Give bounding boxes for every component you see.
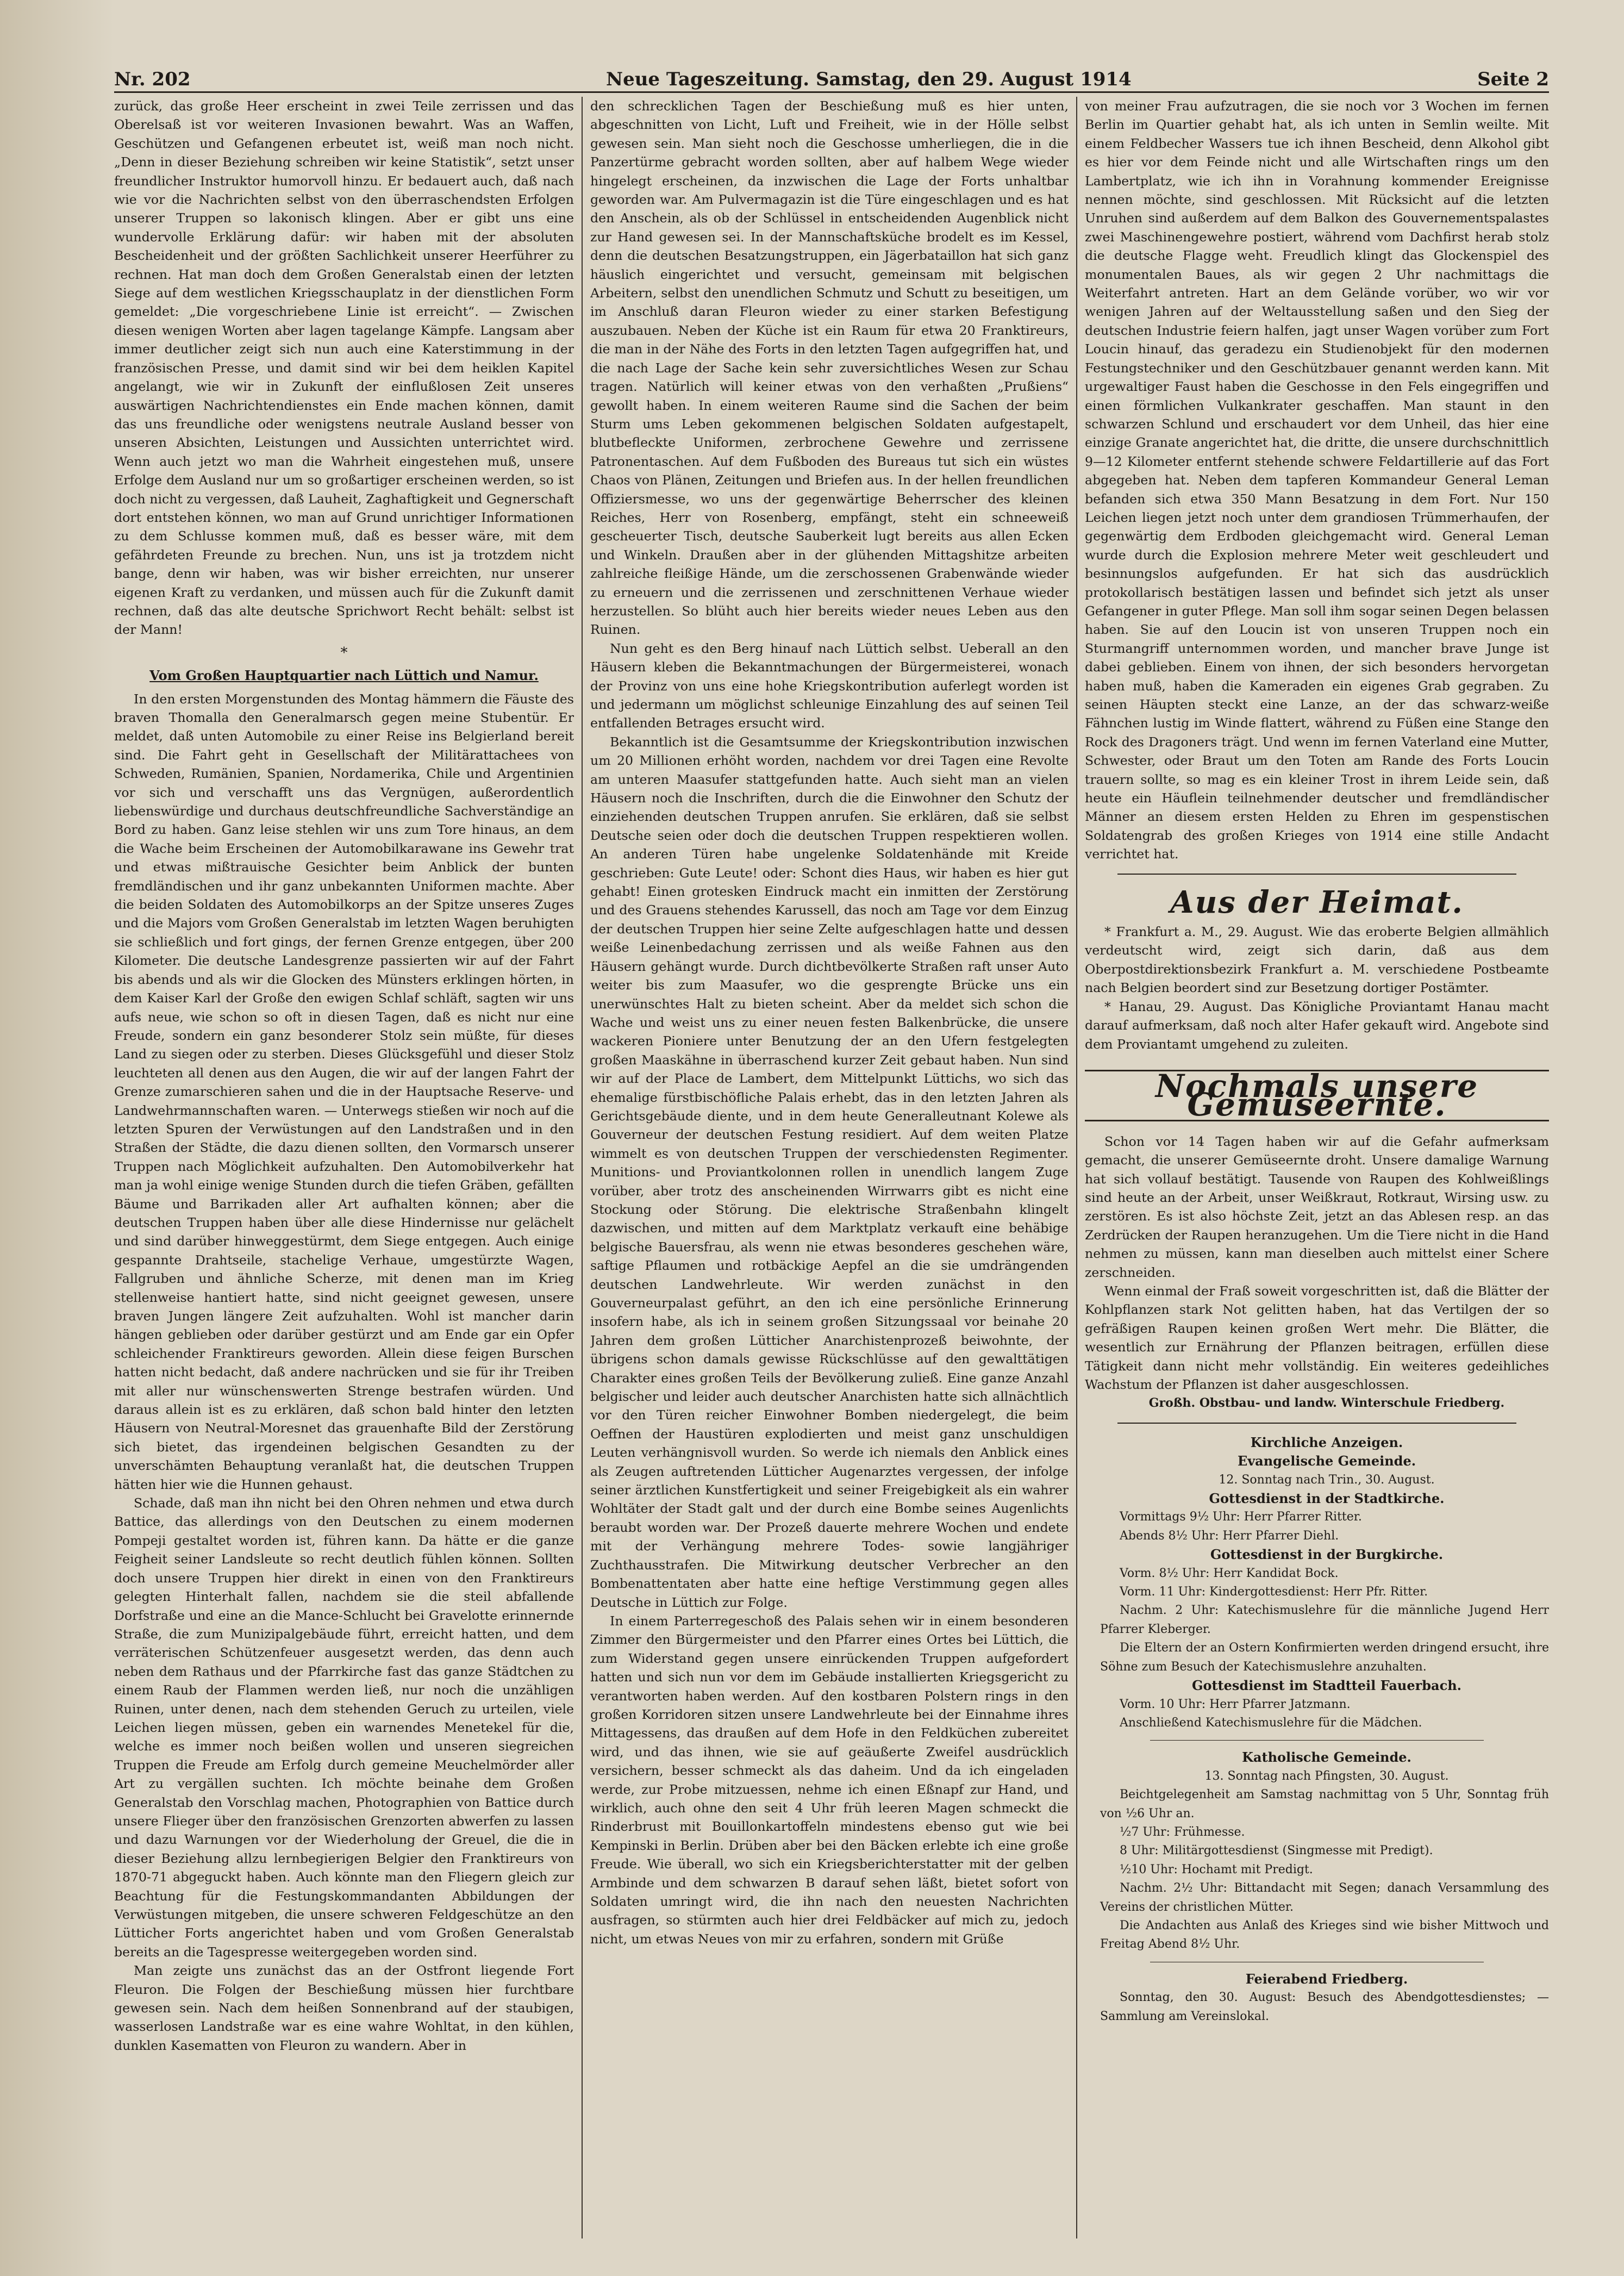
notice-line: 8 Uhr: Militärgottesdienst (Singmesse mit Predigt). bbox=[1120, 1844, 1433, 1858]
evangelical-title: Evangelische Gemeinde. bbox=[1237, 1453, 1416, 1469]
article-paragraph: Schade, daß man ihn nicht bei den Ohren nehmen und etwa durch Battice, das allerdings von den Deutschen zu einem modernen Pompeji gestaltet worden ist, führen kann. Da hätte er die ganze Feigheit seiner Landsleute so recht deutlich fühlen können. Sollten doch unsere Truppen hier direkt in einen von den Franktireurs gelegten Hinterhalt fallen, nachdem sie die steil abfallende Dorfstraße und eine an die Mance-Schlucht bei Gravelotte erinnernde Straße, die zum Munizipalgebäude führt, erreicht hatten, und dem verräterischen Schützenfeuer ausgesetzt werden, das denn auch neben dem Rathaus und der Pfarrkirche fast das ganze Städtchen zu einem Raub der Flammen werden ließ, nur noch die unzähligen Ruinen, unter denen, nach dem stehenden Geruch zu urteilen, viele Leichen liegen müssen, geben ein warnendes Menetekel für die, welche es immer noch beißen wollen und unseren siegreichen Truppen die Freude am Erfolg durch gemeine Meuchelmörder aller Art zu vergällen suchten. Ich möchte beinahe dem Großen Generalstab den Vorschlag machen, Photographien von Battice durch unsere Flieger über den französischen Grenzorten abwerfen zu lassen und dazu Warnungen vor der Wiederholung der Greuel, die die in dieser Beziehung allzu lernbegierigen Belgier den Franktireurs von 1870-71 abgeguckt haben. Auch könnte man den Fliegern gleich zur Beachtung für die Festungskommandanten Abbildungen der Verwüstungen mitgeben, die unsere schweren Feldgeschütze an den Lütticher Forts angerichtet haben und vom Großen Generalstab bereits an die Tagespresse weitergegeben worden sind. bbox=[114, 1495, 574, 1960]
notice-line: Vormittags 9½ Uhr: Herr Pfarrer Ritter. bbox=[1120, 1510, 1362, 1524]
section-rule bbox=[1117, 1423, 1516, 1424]
notice-line: Beichtgelegenheit am Samstag nachmittag von 5 Uhr, Sonntag früh von ½6 Uhr an. bbox=[1100, 1788, 1549, 1820]
article-paragraph: Bekanntlich ist die Gesamtsumme der Kriegskontribution inzwischen um 20 Millionen erhöht worden, nachdem vor drei Tagen eine Revolte am unteren Maasufer stattgefunden hatte. Auch sieht man an vielen Häusern noch die Inschriften, durch die die Einwohner den Schutz der einziehenden deutschen Truppen anrufen. Sie erklären, daß sie selbst Deutsche seien oder doch die deutschen Truppen respektieren wollen. An anderen Türen habe ungelenke Soldatenhände mit Kreide geschrieben: Gute Leute! oder: Schont dies Haus, wir haben es hier gut gehabt! Einen grotesken Eindruck macht ein inmitten der Zerstörung und des Grauens stehendes Karussell, das noch am Tage vor dem Einzug der deutschen Truppen hier seine Zelte aufgeschlagen hatte und dessen weiße Leinenbedachung zerrissen und als weiße Fahnen aus den Häusern gehängt wurde. Durch dichtbevölkerte Straßen raft unser Auto weiter bis zum Maasufer, wo die gesprengte Brücke uns ein unerwünschtes Halt zu bieten scheint. Aber da meldet sich schon die Wache und weist uns zu einer neuen festen Balkenbrücke, die unsere wackeren Pioniere unter Benutzung der an den Ufern festgelegten großen Maaskähne in überraschend kurzer Zeit gebaut haben. Nun sind wir auf der Place de Lambert, dem Mittelpunkt Lüttichs, wo sich das ehemalige fürstbischöfliche Palais erhebt, das in den letzten Jahren als Gerichtsgebäude diente, und in dem heute Generalleutnant Kolewe als Gouverneur der deutschen Festung residiert. Auf dem weiten Platze wimmelt es von deutschen Truppen der verschiedensten Regimenter. Munitions- und Proviantkolonnen rollen in unendlich langem Zuge vorüber, aber trotz des anscheinenden Wirrwarrs gibt es nicht eine Stockung oder Störung. Die elektrische Straßenbahn klingelt dazwischen, und mitten auf dem Marktplatz verkauft eine behäbige belgische Bauersfrau, als wenn nie etwas besonderes geschehen wäre, saftige Pflaumen und rotbäckige Aepfel an die sie umdrängenden deutschen Landwehrleute. Wir werden zunächst in den Gouverneurpalast geführt, an den ich eine persönliche Erinnerung insofern habe, als ich in seinem großen Sitzungssaal vor beinahe 20 Jahren dem großen Lütticher Anarchistenprozeß beiwohnte, der übrigens schon damals gewisse Rückschlüsse auf den gewalttätigen Charakter eines großen Teils der Bevölkerung zuließ. Eine ganze Anzahl belgischer und leider auch deutscher Anarchisten hatte sich allnächtlich vor den Türen reicher Einwohner Bomben niedergelegt, die beim Oeffnen der Haustüren explodierten und meist ganz unschuldigen Leuten verhängnisvoll wurden. So werde ich niemals den Anblick eines als Zeugen auftretenden Lütticher Augenarztes vergessen, der infolge seiner ärztlichen Kunstfertigkeit und seiner Freigebigkeit als ein wahrer Wohltäter der Stadt galt und der durch eine Bombe seines Augenlichts beraubt worden war. Der Prozeß dauerte mehrere Wochen und endete mit der Verhängung mehrere Todes- sowie langjähriger Zuchthausstrafen. Die Mitwirkung deutscher Verbrecher an den Bombenattentaten aber hatte eine heftige Verstimmung gegen alles Deutsche in Lüttich zur Folge. bbox=[590, 734, 1069, 1610]
news-item: * Hanau, 29. August. Das Königliche Proviantamt Hanau macht darauf aufmerksam, daß noch alter Hafer gekauft wird. Angebote sind dem Proviantamt umgehend zu zuleiten. bbox=[1085, 999, 1549, 1052]
heimat-heading: Aus der Heimat. bbox=[1170, 884, 1464, 920]
article-paragraph: zurück, das große Heer erscheint in zwei Teile zerrissen und das Oberelsaß ist vor weiteren Invasionen bewahrt. Was an Waffen, Geschützen und Gefangenen erbeutet ist, weiß man noch nicht. „Denn in dieser Beziehung schreiben wir keine Statistik“, setzt unser freundlicher Instruktor humorvoll hinzu. Er bedauert auch, daß nach wie vor die Nachrichten selbst von den überraschendsten Erfolgen unserer Truppen so lakonisch klingen. Aber er gibt uns eine wundervolle Erklärung dafür: wir haben mit der absoluten Bescheidenheit und der größten Sachlichkeit unserer Heerführer zu rechnen. Hat man doch dem Großen Generalstab einen der letzten Siege auf dem westlichen Kriegsschauplatz in der dienstlichen Form gemeldet: „Die vorgeschriebene Linie ist erreicht“. — Zwischen diesen wenigen Worten aber lagen tagelange Kämpfe. Langsam aber immer deutlicher zeigt sich nun auch eine Katerstimmung in der französischen Presse, und damit sind wir bei dem heiklen Kapitel angelangt, wie wir in Zukunft der einflußlosen Zeit unseres auswärtigen Nachrichtendienstes ein Ende machen können, damit das uns freundliche oder wenigstens neutrale Ausland besser von unseren Absichten, Leistungen und Aussichten unterrichtet wird. Wenn auch jetzt wo man die Wahrheit eingestehen muß, unsere Erfolge dem Ausland nur um so großartiger erscheinen werden, so ist doch nicht zu vergessen, daß Lauheit, Zaghaftigkeit und Gegnerschaft dort entstehen können, wo man auf Grund unrichtiger Informationen zu dem Schlusse kommen muß, daß es besser wäre, mit dem gefährdeten Freunde zu brechen. Nun, uns ist ja trotzdem nicht bange, denn wir haben, was wir bisher erreichten, nur unserer eigenen Kraft zu verdanken, und müssen auch für die Zukunft damit rechnen, daß das alte deutsche Sprichwort Recht behält: selbst ist der Mann! bbox=[114, 98, 574, 638]
masthead-rule bbox=[114, 91, 1549, 93]
notice-line: Vorm. 8½ Uhr: Herr Kandidat Bock. bbox=[1120, 1566, 1339, 1580]
notice-line: Sonntag, den 30. August: Besuch des Abendgottesdienstes; — Sammlung am Vereinslokal. bbox=[1100, 1991, 1549, 2023]
catholic-title: Katholische Gemeinde. bbox=[1242, 1749, 1411, 1766]
article-paragraph: Wenn einmal der Fraß soweit vorgeschritten ist, daß die Blätter der Kohlpflanzen stark Not gelitten haben, hat das Vertilgen der so gefräßigen Raupen keinen großen Wert mehr. Die Blätter, die wesentlich zur Ernährung der Pflanzen beitragen, erfüllen diese Tätigkeit dann nicht mehr vollständig. Ein weiteres gedeihliches Wachstum der Pflanzen ist daher ausgeschlossen. bbox=[1085, 1283, 1549, 1392]
page-number: Nr. 202 bbox=[114, 68, 191, 90]
gemuese-heading: Nochmals unsere Gemüseernte. bbox=[1085, 1070, 1549, 1121]
separator-star: * bbox=[340, 644, 348, 661]
notice-line: ½10 Uhr: Hochamt mit Predigt. bbox=[1120, 1862, 1313, 1876]
notice-line: Abends 8½ Uhr: Herr Pfarrer Diehl. bbox=[1120, 1529, 1339, 1543]
article-paragraph: Nun geht es den Berg hinauf nach Lüttich selbst. Ueberall an den Häusern kleben die Bekanntmachungen der Bürgermeisterei, wonach der Provinz von uns eine hohe Kriegskontribution auferlegt worden ist und jedermann um möglichst schleunige Einzahlung des auf seinen Teil entfallenden Betrages ersucht wird. bbox=[590, 640, 1069, 731]
feierabend-title: Feierabend Friedberg. bbox=[1245, 1971, 1408, 1987]
notice-line: Anschließend Katechismuslehre für die Mädchen. bbox=[1120, 1716, 1422, 1730]
column-1 bbox=[114, 97, 574, 2249]
burgkirche-title: Gottesdienst in der Burgkirche. bbox=[1210, 1547, 1444, 1563]
notice-line: Die Andachten aus Anlaß des Krieges sind wie bisher Mittwoch und Freitag Abend 8½ Uhr. bbox=[1100, 1918, 1549, 1951]
page-label: Seite 2 bbox=[1477, 68, 1549, 90]
newspaper-date: Neue Tageszeitung. Samstag, den 29. August 1914 bbox=[606, 68, 1132, 90]
article-subheading: Vom Großen Hauptquartier nach Lüttich und Namur. bbox=[149, 668, 539, 684]
catholic-date: 13. Sonntag nach Pfingsten, 30. August. bbox=[1204, 1769, 1449, 1783]
notice-line: Vorm. 11 Uhr: Kindergottesdienst: Herr Pfr. Ritter. bbox=[1120, 1585, 1428, 1599]
article-paragraph: den schrecklichen Tagen der Beschießung muß es hier unten, abgeschnitten von Licht, Luft und Freiheit, wie in der Hölle selbst gewesen sein. Man sieht noch die Geschosse umherliegen, die in die Panzertürme gebracht worden sollten, aber auf halbem Wege wieder hingelegt erscheinen, da inzwischen die Lage der Forts unhaltbar geworden war. Am Pulvermagazin ist die Türe eingeschlagen und es hat den Anschein, als ob der Schlüssel in entscheidenden Augenblick nicht zur Hand gewesen sei. In der Mannschaftsküche brodelt es im Kessel, denn die deutschen Besatzungstruppen, ein Jägerbataillon hat sich ganz häuslich eingerichtet und versucht, gemeinsam mit belgischen Arbeitern, selbst den unendlichen Schmutz und Schutt zu beseitigen, um im Anschluß daran Fleuron wieder zu einer starken Befestigung auszubauen. Neben der Küche ist ein Raum für etwa 20 Franktireurs, die man in der Nähe des Forts in den letzten Tagen aufgegriffen hat, und die nach Lage der Sache kein sehr zuversichtliches Wesen zur Schau tragen. Natürlich will keiner etwas von den verhaßten „Prußiens“ gewollt haben. In einem weiteren Raume sind die Sachen der beim Sturm ums Leben gekommenen belgischen Soldaten aufgestapelt, blutbefleckte Uniformen, zerbrochene Gewehre und zerrissene Patronentaschen. Auf dem Fußboden des Bureaus tut sich ein wüstes Chaos von Plänen, Zeitungen und Briefen aus. In der hellen freundlichen Offiziersmesse, wo uns der gegenwärtige Beherrscher des kleinen Reiches, Herr von Rosenberg, empfängt, steht ein schneeweiß gescheuerter Tisch, deutsche Sauberkeit lugt bereits aus allen Ecken und Winkeln. Draußen aber in der glühenden Mittagshitze arbeiten zahlreiche fleißige Hände, um die zerschossenen Grabenwände wieder zu erneuern und die zerrissenen und zerschnittenen Verhaue wieder herzustellen. So blüht auch hier bereits wieder neues Leben aus den Ruinen. bbox=[590, 98, 1069, 638]
notice-line: Vorm. 10 Uhr: Herr Pfarrer Jatzmann. bbox=[1120, 1697, 1351, 1711]
news-item: * Frankfurt a. M., 29. August. Wie das eroberte Belgien allmählich verdeutscht wird, zeigt sich darin, daß aus dem Oberpostdirektionsbezirk Frankfurt a. M. verschiedene Postbeamte nach Belgien beordert sind zur Besetzung dortiger Postämter. bbox=[1085, 924, 1549, 996]
church-notices-title: Kirchliche Anzeigen. bbox=[1250, 1434, 1403, 1450]
column-divider-1 bbox=[582, 97, 583, 2238]
notice-line: Die Eltern der an Ostern Konfirmierten werden dringend ersucht, ihre Söhne zum Besuch der Katechismuslehre anzuhalten. bbox=[1100, 1641, 1549, 1674]
fauerbach-title: Gottesdienst im Stadtteil Fauerbach. bbox=[1191, 1678, 1462, 1694]
article-paragraph: In den ersten Morgenstunden des Montag hämmern die Fäuste des braven Thomalla den Generalmarsch gegen meine Stubentür. Er meldet, daß unten Automobile zu einer Reise ins Belgierland bereit sind. Die Fahrt geht in Gesellschaft der Militärattachees von Schweden, Rumänien, Spanien, Nordamerika, Chile und Argentinien vor sich und verschafft uns das Vergnügen, außerordentlich liebenswürdige und durchaus deutschfreundliche Sachverständige an Bord zu haben. Ganz leise stehlen wir uns zum Tore hinaus, an dem die Wache beim Erscheinen der Automobilkarawane ins Gewehr trat und etwas mißtrauische Gesichter beim Anblick der bunten fremdländischen und ihr ganz unbekannten Uniformen machte. Aber die beiden Soldaten des Automobilkorps an der Spitze unseres Zuges und die Majors vom Großen Generalstab im letzten Wagen beruhigten sie schließlich und fort gings, der fernen Grenze entgegen, über 200 Kilometer. Die deutsche Landesgrenze passierten wir auf der Fahrt bis abends und als wir die Glocken des Münsters erklingen hörten, in dem Kaiser Karl der Große den ewigen Schlaf schläft, sagten wir uns aufs neue, wie schon so oft in diesen Tagen, daß es nicht nur eine Freude, sondern ein ganz besonderer Stolz sein müßte, für dieses Land zu siegen oder zu sterben. Dieses Glücksgefühl und dieser Stolz leuchteten all denen aus den Augen, die wir auf der langen Fahrt der Grenze zumarschieren sahen und die in der Hauptsache Reserve- und Landwehrmannschaften waren. — Unterwegs stießen wir noch auf die letzten Spuren der Verwüstungen auf den Landstraßen und in den Straßen der Städte, die dazu dienen sollten, den Vormarsch unserer Truppen nach Möglichkeit aufzuhalten. Den Automobilverkehr hat man ja wohl einige wenige Stunden durch die tiefen Gräben, gefällten Bäume und Barrikaden aller Art aufhalten können; aber die deutschen Truppen haben über alle diese Hindernisse nur gelächelt und sind darüber hinweggestürmt, dem Siege entgegen. Auch einige gespannte Drahtseile, stachelige Verhaue, umgestürzte Wagen, Fallgruben und ähnliche Scherze, mit denen man im Krieg stellenweise hantiert hatte, sind nicht geeignet gewesen, unsere braven Jungen längere Zeit aufzuhalten. Wohl ist mancher darin hängen geblieben oder darüber gestürzt und am Ende gar ein Opfer schleichender Franktireurs geworden. Allein diese feigen Burschen hatten nicht bedacht, daß andere nachrücken und sie für ihr Treiben mit aller nur wünschenswerten Strenge bestrafen würden. Und daraus allein ist es zu erklären, daß schon bald hinter den letzten Häusern von Neutral-Moresnet das grauenhafte Bild der Zerstörung sich bietet, das irgendeinen belgischen Gesandten zu der unverschämten Behauptung veranlaßt hat, die deutschen Truppen hätten hier wie die Hunnen gehaust. bbox=[114, 691, 574, 1492]
article-paragraph: Man zeigte uns zunächst das an der Ostfront liegende Fort Fleuron. Die Folgen der Beschießung müssen hier furchtbare gewesen sein. Nach dem heißen Sonnenbrand auf der staubigen, wasserlosen Landstraße war es eine wahre Wohltat, in den kühlen, dunklen Kasematten von Fleuron zu wandern. Aber in bbox=[114, 1963, 574, 2053]
column-3 bbox=[1085, 97, 1549, 2249]
notice-line: ½7 Uhr: Frühmesse. bbox=[1120, 1825, 1245, 1839]
notice-line: Nachm. 2 Uhr: Katechismuslehre für die männliche Jugend Herr Pfarrer Kleberger. bbox=[1100, 1604, 1549, 1636]
section-rule bbox=[1117, 874, 1516, 875]
notice-line: Nachm. 2½ Uhr: Bittandacht mit Segen; danach Versammlung des Vereins der christlichen Mütter. bbox=[1100, 1881, 1549, 1914]
notice-rule bbox=[1150, 1740, 1484, 1741]
article-paragraph: Schon vor 14 Tagen haben wir auf die Gefahr aufmerksam gemacht, die unserer Gemüseernte droht. Unsere damalige Warnung hat sich vollauf bestätigt. Tausende von Raupen des Kohlweißlings sind heute an der Arbeit, unser Weißkraut, Rotkraut, Wirsing usw. zu zerstören. Es ist also höchste Zeit, jetzt an das Ablesen resp. an das Zerdrücken der Raupen heranzugehen. Um die Tiere nicht in die Hand nehmen zu müssen, kann man dieselben auch mittelst einer Schere zerschneiden. bbox=[1085, 1133, 1549, 1280]
column-2 bbox=[590, 97, 1069, 2249]
column-divider-2 bbox=[1076, 97, 1077, 2238]
evangelical-date: 12. Sonntag nach Trin., 30. August. bbox=[1219, 1473, 1435, 1487]
article-paragraph: von meiner Frau aufzutragen, die sie noch vor 3 Wochen im fernen Berlin im Quartier gehabt hat, als ich unten in Semlin weilte. Mit einem Feldbecher Wassers tue ich ihnen Bescheid, denn Alkohol gibt es hier vor dem Feinde nicht und alle Wirtschaften rings um den Lambertplatz, wie ich ihn in Vorahnung kommender Ereignisse nennen möchte, sind geschlossen. Mit Rücksicht auf die letzten Unruhen sind außerdem auf dem Balkon des Gouvernementspalastes zwei Maschinengewehre postiert, während vom Dachfirst herab stolz die deutsche Flagge weht. Freudlich klingt das Glockenspiel des monumentalen Baues, als wir gegen 2 Uhr nachmittags die Weiterfahrt antreten. Hart an dem Gelände vorüber, wo wir vor wenigen Jahren auf der Weltausstellung saßen und den Sieg der deutschen Industrie feiern halfen, jagt unser Wagen vorüber zum Fort Loucin hinauf, das geradezu ein Studienobjekt für den modernen Festungstechniker und den Geschützbauer genannt werden kann. Mit urgewaltiger Faust haben die Geschosse in den Fels eingegriffen und einen förmlichen Vulkankrater geschaffen. Man staunt in den schwarzen Schlund und erschaudert vor dem Unheil, das hier eine einzige Granate angerichtet hat, die dritte, die unsere durchschnittlich 9—12 Kilometer entfernt stehende schwere Feldartillerie auf das Fort abgegeben hat. Neben dem tapferen Kommandeur General Leman befanden sich etwa 350 Mann Besatzung in dem Fort. Nur 150 Leichen liegen jetzt noch unter dem grandiosen Trümmerhaufen, der gegenwärtig dem Erdboden gleichgemacht wird. General Leman wurde durch die Explosion mehrere Meter weit geschleudert und besinnungslos aufgefunden. Er hat sich das ausdrücklich protokollarisch bestätigen lassen und befindet sich jetzt als unser Gefangener in guter Pflege. Man soll ihm sogar seinen Degen belassen haben. Sie auf den Loucin ist von unseren Truppen noch ein Sturmangriff unternommen worden, und mancher brave Junge ist dabei geblieben. Einem von ihnen, der sich besonders hervorgetan haben muß, haben die Kameraden ein eigenes Grab gegraben. Zu seinen Häupten steckt eine Lanze, an der das schwarz-weiße Fähnchen lustig im Winde flattert, während zu Füßen eine Stange den Rock des Dragoners trägt. Und wenn im fernen Vaterland eine Mutter, Schwester, oder Braut um den Toten am Rande des Forts Loucin trauern sollte, so mag es ein kleiner Trost in ihrem Leide sein, daß heute ein Häuflein teilnehmender deutscher und fremdländischer Männer an diesem ersten Helden zu Ehren im gespenstischen Soldatengrab des großen Krieges von 1914 eine stille Andacht verrichtet hat. bbox=[1085, 98, 1549, 862]
page-edge-stain bbox=[0, 0, 114, 2276]
article-signature: Großh. Obstbau- und landw. Winterschule Friedberg. bbox=[1148, 1396, 1505, 1411]
stadtkirche-title: Gottesdienst in der Stadtkirche. bbox=[1209, 1491, 1445, 1507]
article-paragraph: In einem Parterregeschoß des Palais sehen wir in einem besonderen Zimmer den Bürgermeister und den Pfarrer eines Ortes bei Lüttich, die zum Widerstand gegen unsere einrückenden Truppen aufgefordert hatten und sich nun vor dem im Gebäude installierten Kriegsgericht zu verantworten haben werden. Auf den kostbaren Polstern rings in den großen Korridoren sitzen unsere Landwehrleute bei der Einnahme ihres Mittagessens, das draußen auf dem Hofe in den Feldküchen zubereitet wird, und das ihnen, wie sie auf geäußerte Zweifel ausdrücklich versichern, besser schmeckt als das daheim. Und da ich eingeladen werde, zur Probe mitzuessen, nehme ich einen Eßnapf zur Hand, und wirklich, auch ohne den seit 4 Uhr früh leeren Magen schmeckt die Rinderbrust mit Bouillonkartoffeln mindestens ebenso gut wie bei Kempinski in Berlin. Drüben aber bei den Bäcken erlebte ich eine große Freude. Wie überall, wo sich ein Kriegsberichterstatter mit der gelben Armbinde und dem schwarzen B darauf sehen läßt, bietet sofort von Soldaten umringt wird, die ihn nach den neuesten Nachrichten ausfragen, so stürmten auch hier drei Feldbäcker auf mich zu, jedoch nicht, um etwas Neues von mir zu erfahren, sondern mit Grüße bbox=[590, 1613, 1069, 1947]
